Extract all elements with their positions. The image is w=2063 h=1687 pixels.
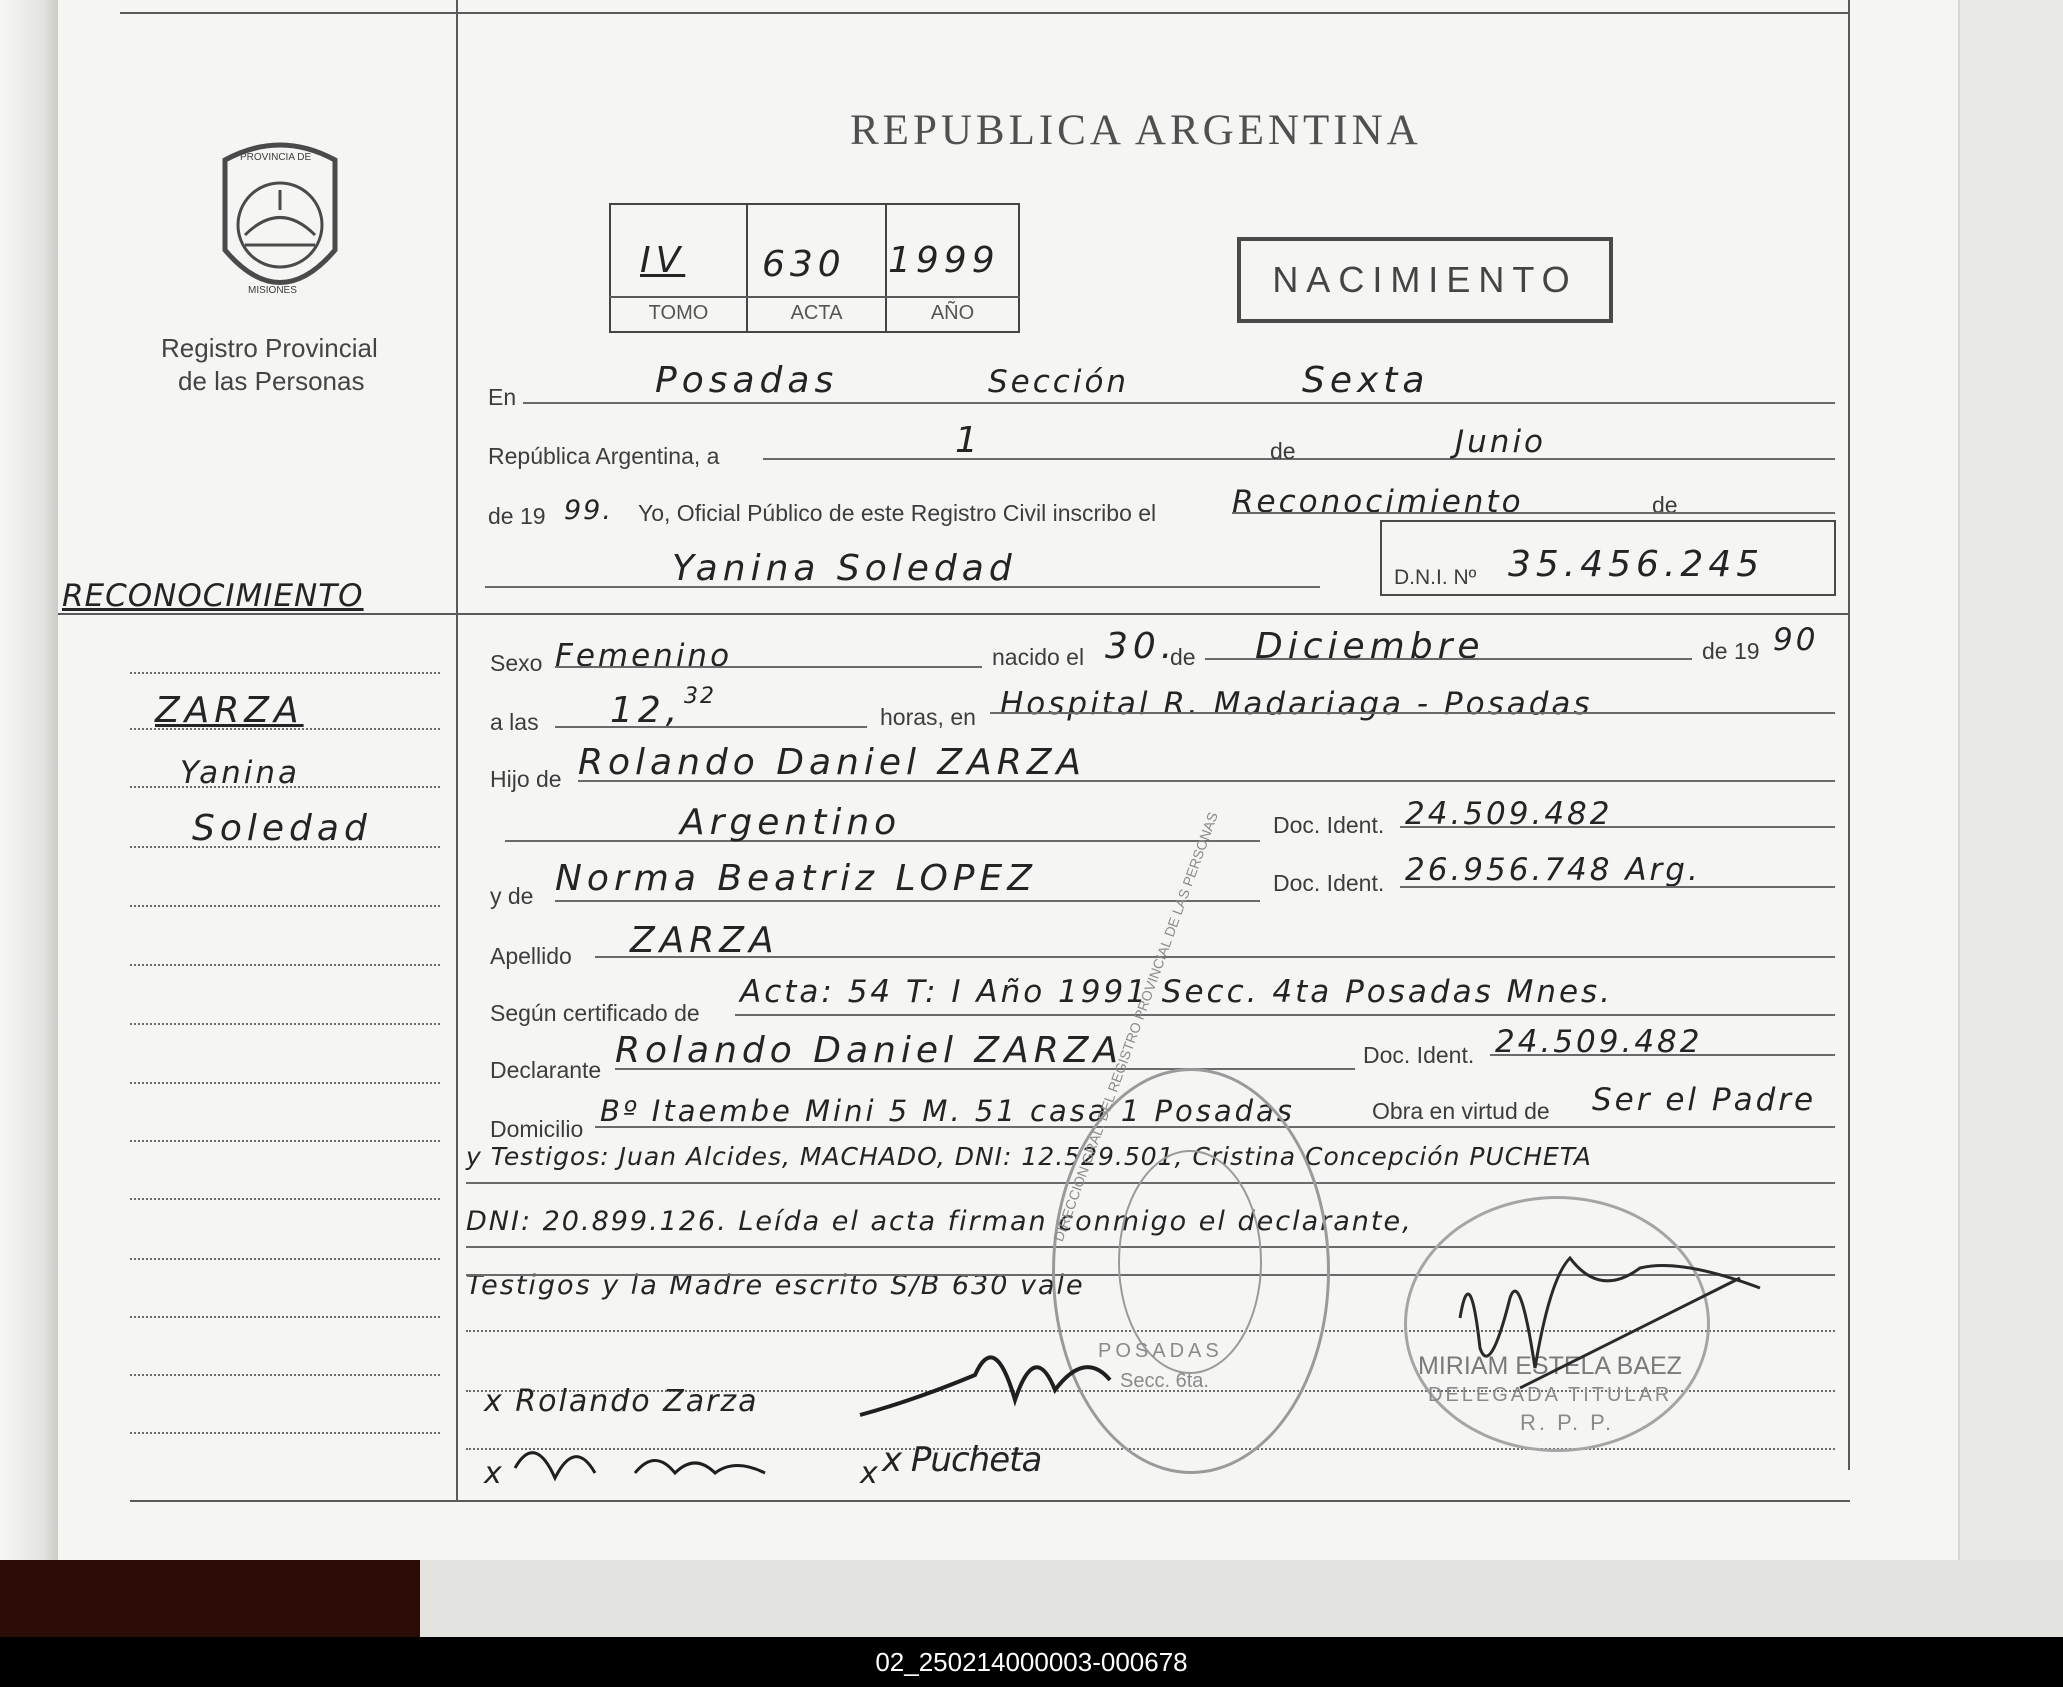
top-border	[120, 12, 1850, 14]
rule-madre-doc	[1400, 886, 1835, 888]
margin-line	[130, 1082, 440, 1084]
entry-nac-mes: Diciembre	[1255, 626, 1485, 667]
entry-hora: 12,	[610, 690, 683, 731]
rule-en	[523, 402, 1835, 404]
label-dni: D.N.I. Nº	[1394, 566, 1477, 589]
label-doc-ident-1: Doc. Ident.	[1273, 812, 1385, 838]
label-domicilio: Domicilio	[490, 1116, 584, 1142]
frame-vertical-divider	[456, 0, 458, 1500]
book-spine	[0, 0, 60, 1570]
entry-lugar: Hospital R. Madariaga - Posadas	[1000, 686, 1593, 722]
rule-lugar	[990, 712, 1835, 714]
entry-testigos-3: Testigos y la Madre escrito S/B 630 vale	[466, 1270, 1085, 1301]
label-obra: Obra en virtud de	[1372, 1098, 1550, 1124]
book-cover-corner	[0, 1560, 420, 1640]
rule-republica	[763, 458, 1835, 460]
signature-scribble-1	[855, 1320, 1115, 1430]
entry-apellido: ZARZA	[630, 920, 779, 961]
entry-localidad: Posadas	[655, 360, 839, 401]
acta-value: 630	[762, 244, 846, 285]
margin-line	[130, 1432, 440, 1434]
label-apellido: Apellido	[490, 943, 572, 969]
rule-declarante-doc	[1490, 1054, 1835, 1056]
entry-padre-doc: 24.509.482	[1405, 796, 1613, 832]
entry-certificado: Acta: 54 T: I Año 1991 Secc. 4ta Posadas Mnes.	[740, 974, 1614, 1010]
entry-testigos-2: DNI: 20.899.126. Leída el acta firman conmigo el declarante,	[466, 1206, 1413, 1237]
rule-nac-mes	[1205, 658, 1692, 660]
margin-name1: Yanina	[180, 755, 300, 791]
official-name: MIRIAM ESTELA BAEZ	[1418, 1352, 1682, 1380]
margin-line	[130, 1316, 440, 1318]
round-stamp-center2: Secc. 6ta.	[1120, 1370, 1209, 1392]
entry-nac-anio: 90	[1773, 622, 1819, 658]
acta-label: ACTA	[790, 302, 843, 324]
margin-line	[130, 1374, 440, 1376]
country-title: REPUBLICA ARGENTINA	[850, 107, 1422, 154]
label-de-mes: de	[1270, 438, 1296, 464]
tomo-label: TOMO	[648, 302, 709, 324]
label-de-acto: de	[1652, 492, 1678, 518]
label-yo-oficial: Yo, Oficial Público de este Registro Civil inscribo el	[638, 500, 1157, 526]
official-org: R. P. P.	[1520, 1410, 1615, 1435]
entry-obra: Ser el Padre	[1592, 1082, 1817, 1118]
label-de19: de 19	[1702, 638, 1760, 664]
label-doc-ident-3: Doc. Ident.	[1363, 1042, 1475, 1068]
document-type-box: NACIMIENTO	[1237, 237, 1613, 323]
anio-value: 1999	[888, 240, 1000, 281]
official-signature	[1440, 1238, 1770, 1408]
label-a-las: a las	[490, 709, 539, 735]
rule-apellido	[595, 956, 1835, 958]
entry-minutos: 32	[684, 684, 716, 709]
registry-name-line1: Registro Provincial	[161, 333, 378, 363]
signature-rolando: x Rolando Zarza	[484, 1384, 759, 1419]
entry-madre: Norma Beatriz LOPEZ	[555, 858, 1037, 899]
rule-madre	[555, 900, 1260, 902]
rule-hora	[555, 726, 867, 728]
anio-label: AÑO	[930, 302, 975, 324]
margin-line	[130, 672, 440, 674]
label-de-nac: de	[1170, 644, 1196, 670]
entry-nac-dia: 30.	[1105, 626, 1178, 667]
label-nacido: nacido el	[992, 644, 1085, 670]
entry-mes: Junio	[1455, 424, 1547, 460]
entry-acto: Reconocimiento	[1232, 484, 1524, 520]
entry-dia: 1	[955, 420, 983, 461]
label-sexo: Sexo	[490, 650, 543, 676]
official-title: DELEGADA TITULAR	[1428, 1384, 1673, 1406]
page-shadow-area	[420, 1560, 2063, 1640]
seal-caption-bottom: MISIONES	[248, 285, 297, 296]
rule-certificado	[735, 1014, 1835, 1016]
margin-line	[130, 1198, 440, 1200]
label-declarante: Declarante	[490, 1057, 602, 1083]
margin-surname: ZARZA	[155, 690, 304, 731]
label-horas-en: horas, en	[880, 704, 976, 730]
entry-declarante: Rolando Daniel ZARZA	[615, 1030, 1124, 1071]
label-de-year: de 19	[488, 503, 546, 529]
margin-line	[130, 905, 440, 907]
signature-scribble-2	[505, 1428, 825, 1498]
rule-acto	[1232, 512, 1835, 514]
margin-line	[130, 1140, 440, 1142]
entry-testigos-1: y Testigos: Juan Alcides, MACHADO, DNI: 12.529.501, Cristina Concepción PUCHETA	[466, 1142, 1592, 1171]
signature-x-2: x	[484, 1456, 504, 1491]
entry-seccion-num: Sexta	[1302, 360, 1430, 401]
label-y-de: y de	[490, 883, 534, 909]
rule-padre	[578, 780, 1835, 782]
frame-bottom-border	[130, 1500, 1850, 1502]
margin-name2: Soledad	[192, 808, 372, 849]
rule-padre-doc	[1400, 826, 1835, 828]
label-segun: Según certificado de	[490, 1000, 700, 1026]
entry-year-suffix: 99.	[564, 495, 613, 526]
tomo-value: IV	[640, 240, 686, 281]
round-stamp-text: DIRECCION GRAL. DEL REGISTRO PROVINCIAL DE LAS PERSONAS	[1050, 809, 1221, 1244]
signature-x-3: x	[860, 1456, 880, 1491]
margin-line	[130, 1258, 440, 1260]
label-doc-ident-2: Doc. Ident.	[1273, 870, 1385, 896]
signature-pucheta: x Pucheta	[882, 1440, 1042, 1480]
margin-line	[130, 1023, 440, 1025]
entry-domicilio: Bº Itaembe Mini 5 M. 51 casa 1 Posadas	[600, 1094, 1295, 1128]
entry-madre-doc: 26.956.748 Arg.	[1405, 852, 1701, 888]
entry-nombre: Yanina Soledad	[672, 548, 1017, 589]
rule-sexo	[555, 666, 982, 668]
entry-padre: Rolando Daniel ZARZA	[578, 742, 1087, 783]
round-stamp-center1: POSADAS	[1098, 1340, 1223, 1362]
record-table-divider	[609, 296, 1020, 298]
seal-caption-top: PROVINCIA DE	[240, 152, 312, 163]
image-caption: 02_250214000003-000678	[0, 1637, 2063, 1687]
registry-name-line2: de las Personas	[178, 366, 365, 396]
entry-seccion: Sección	[988, 364, 1130, 400]
margin-line	[130, 964, 440, 966]
frame-right-border	[1848, 0, 1850, 1470]
label-hijo-de: Hijo de	[490, 766, 562, 792]
rule-declarante	[615, 1068, 1355, 1070]
entry-declarante-doc: 24.509.482	[1495, 1024, 1703, 1060]
label-en: En	[488, 384, 517, 410]
entry-sexo: Femenino	[555, 638, 733, 674]
entry-padre-nac: Argentino	[680, 802, 902, 843]
entry-dni: 35.456.245	[1508, 544, 1765, 585]
label-republica: República Argentina, a	[488, 443, 720, 469]
margin-heading: RECONOCIMIENTO	[62, 578, 364, 614]
